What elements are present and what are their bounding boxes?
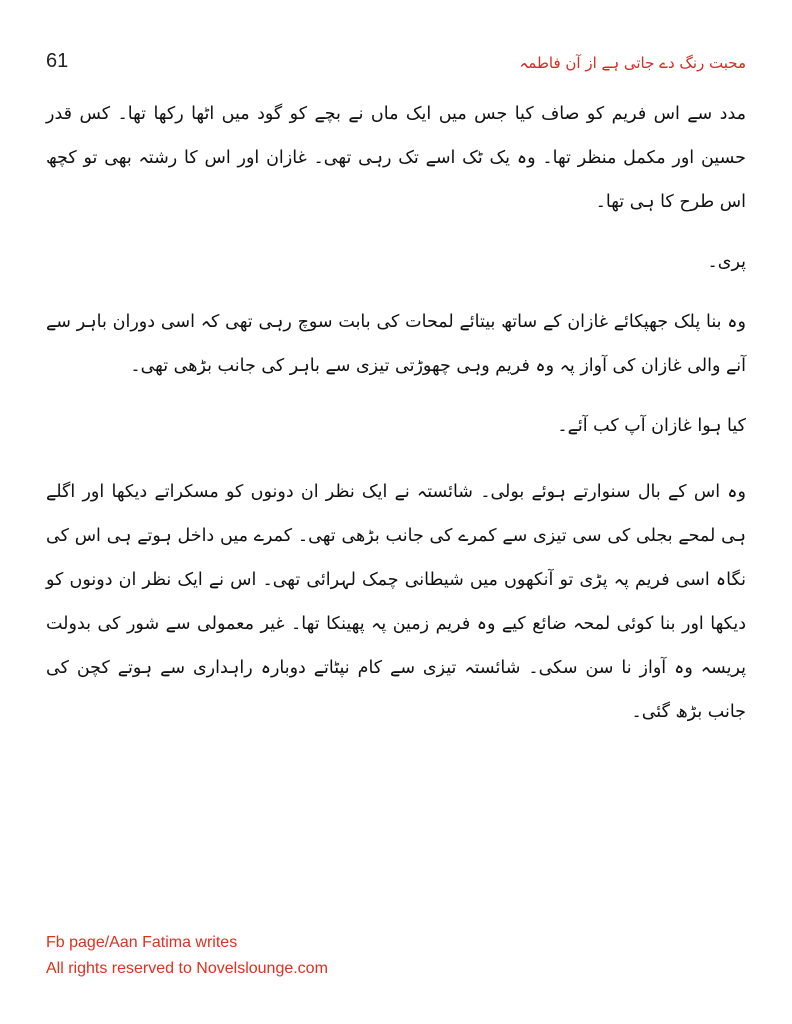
paragraph-2: پری۔ [707, 252, 746, 272]
paragraph-5: وہ اس کے بال سنوارتے ہوئے بولی۔ شائستہ نے ایک نظر ان دونوں کو مسکراتے دیکھا اور اگلے ہی لمحے بجلی کی سی تیزی سے کمرے کی جانب بڑھی تھی۔ کمرے میں داخل ہوتے ہی اس کی نگاہ اسی فریم پہ پڑی تو آنکھوں میں شیطانی چمک لہرائی تھی۔ اس نے ایک نظر ان دونوں کو دیکھا اور بنا کوئی لمحہ ضائع کیے وہ فریم زمین پہ پھینکا تھا۔ غیر معمولی سے شور کی بدولت پریسہ وہ آواز نا سن سکی۔ شائستہ تیزی سے کام نپٹاتے دوبارہ راہداری سے ہوتے کچن کی جانب بڑھ گئی۔ [46, 482, 746, 722]
footer-fb-page: Fb page/Aan Fatima writes [46, 934, 238, 951]
footer-rights: All rights reserved to Novelslounge.com [46, 960, 328, 977]
running-header-title: محبت رنگ دے جاتی ہے از آن فاطمہ [519, 54, 746, 72]
footer [46, 930, 328, 982]
page-number: 61 [46, 50, 69, 72]
paragraph-3: وہ بنا پلک جھپکائے غازان کے ساتھ بیتائے لمحات کی بابت سوچ رہی تھی کہ اسی دوران باہر سے آنے والی غازان کی آواز پہ وہ فریم وہی چھوڑتی تیزی سے باہر کی جانب بڑھی تھی۔ [46, 312, 746, 376]
paragraph-4: کیا ہوا غازان آپ کب آئے۔ [557, 416, 746, 436]
body-text [46, 92, 746, 734]
paragraph-1: مدد سے اس فریم کو صاف کیا جس میں ایک ماں نے بچے کو گود میں اٹھا رکھا تھا۔ کس قدر حسین اور مکمل منظر تھا۔ وہ یک ٹک اسے تک رہی تھی۔ غازان اور اس کا رشتہ بھی تو کچھ اس طرح کا ہی تھا۔ [46, 104, 746, 212]
